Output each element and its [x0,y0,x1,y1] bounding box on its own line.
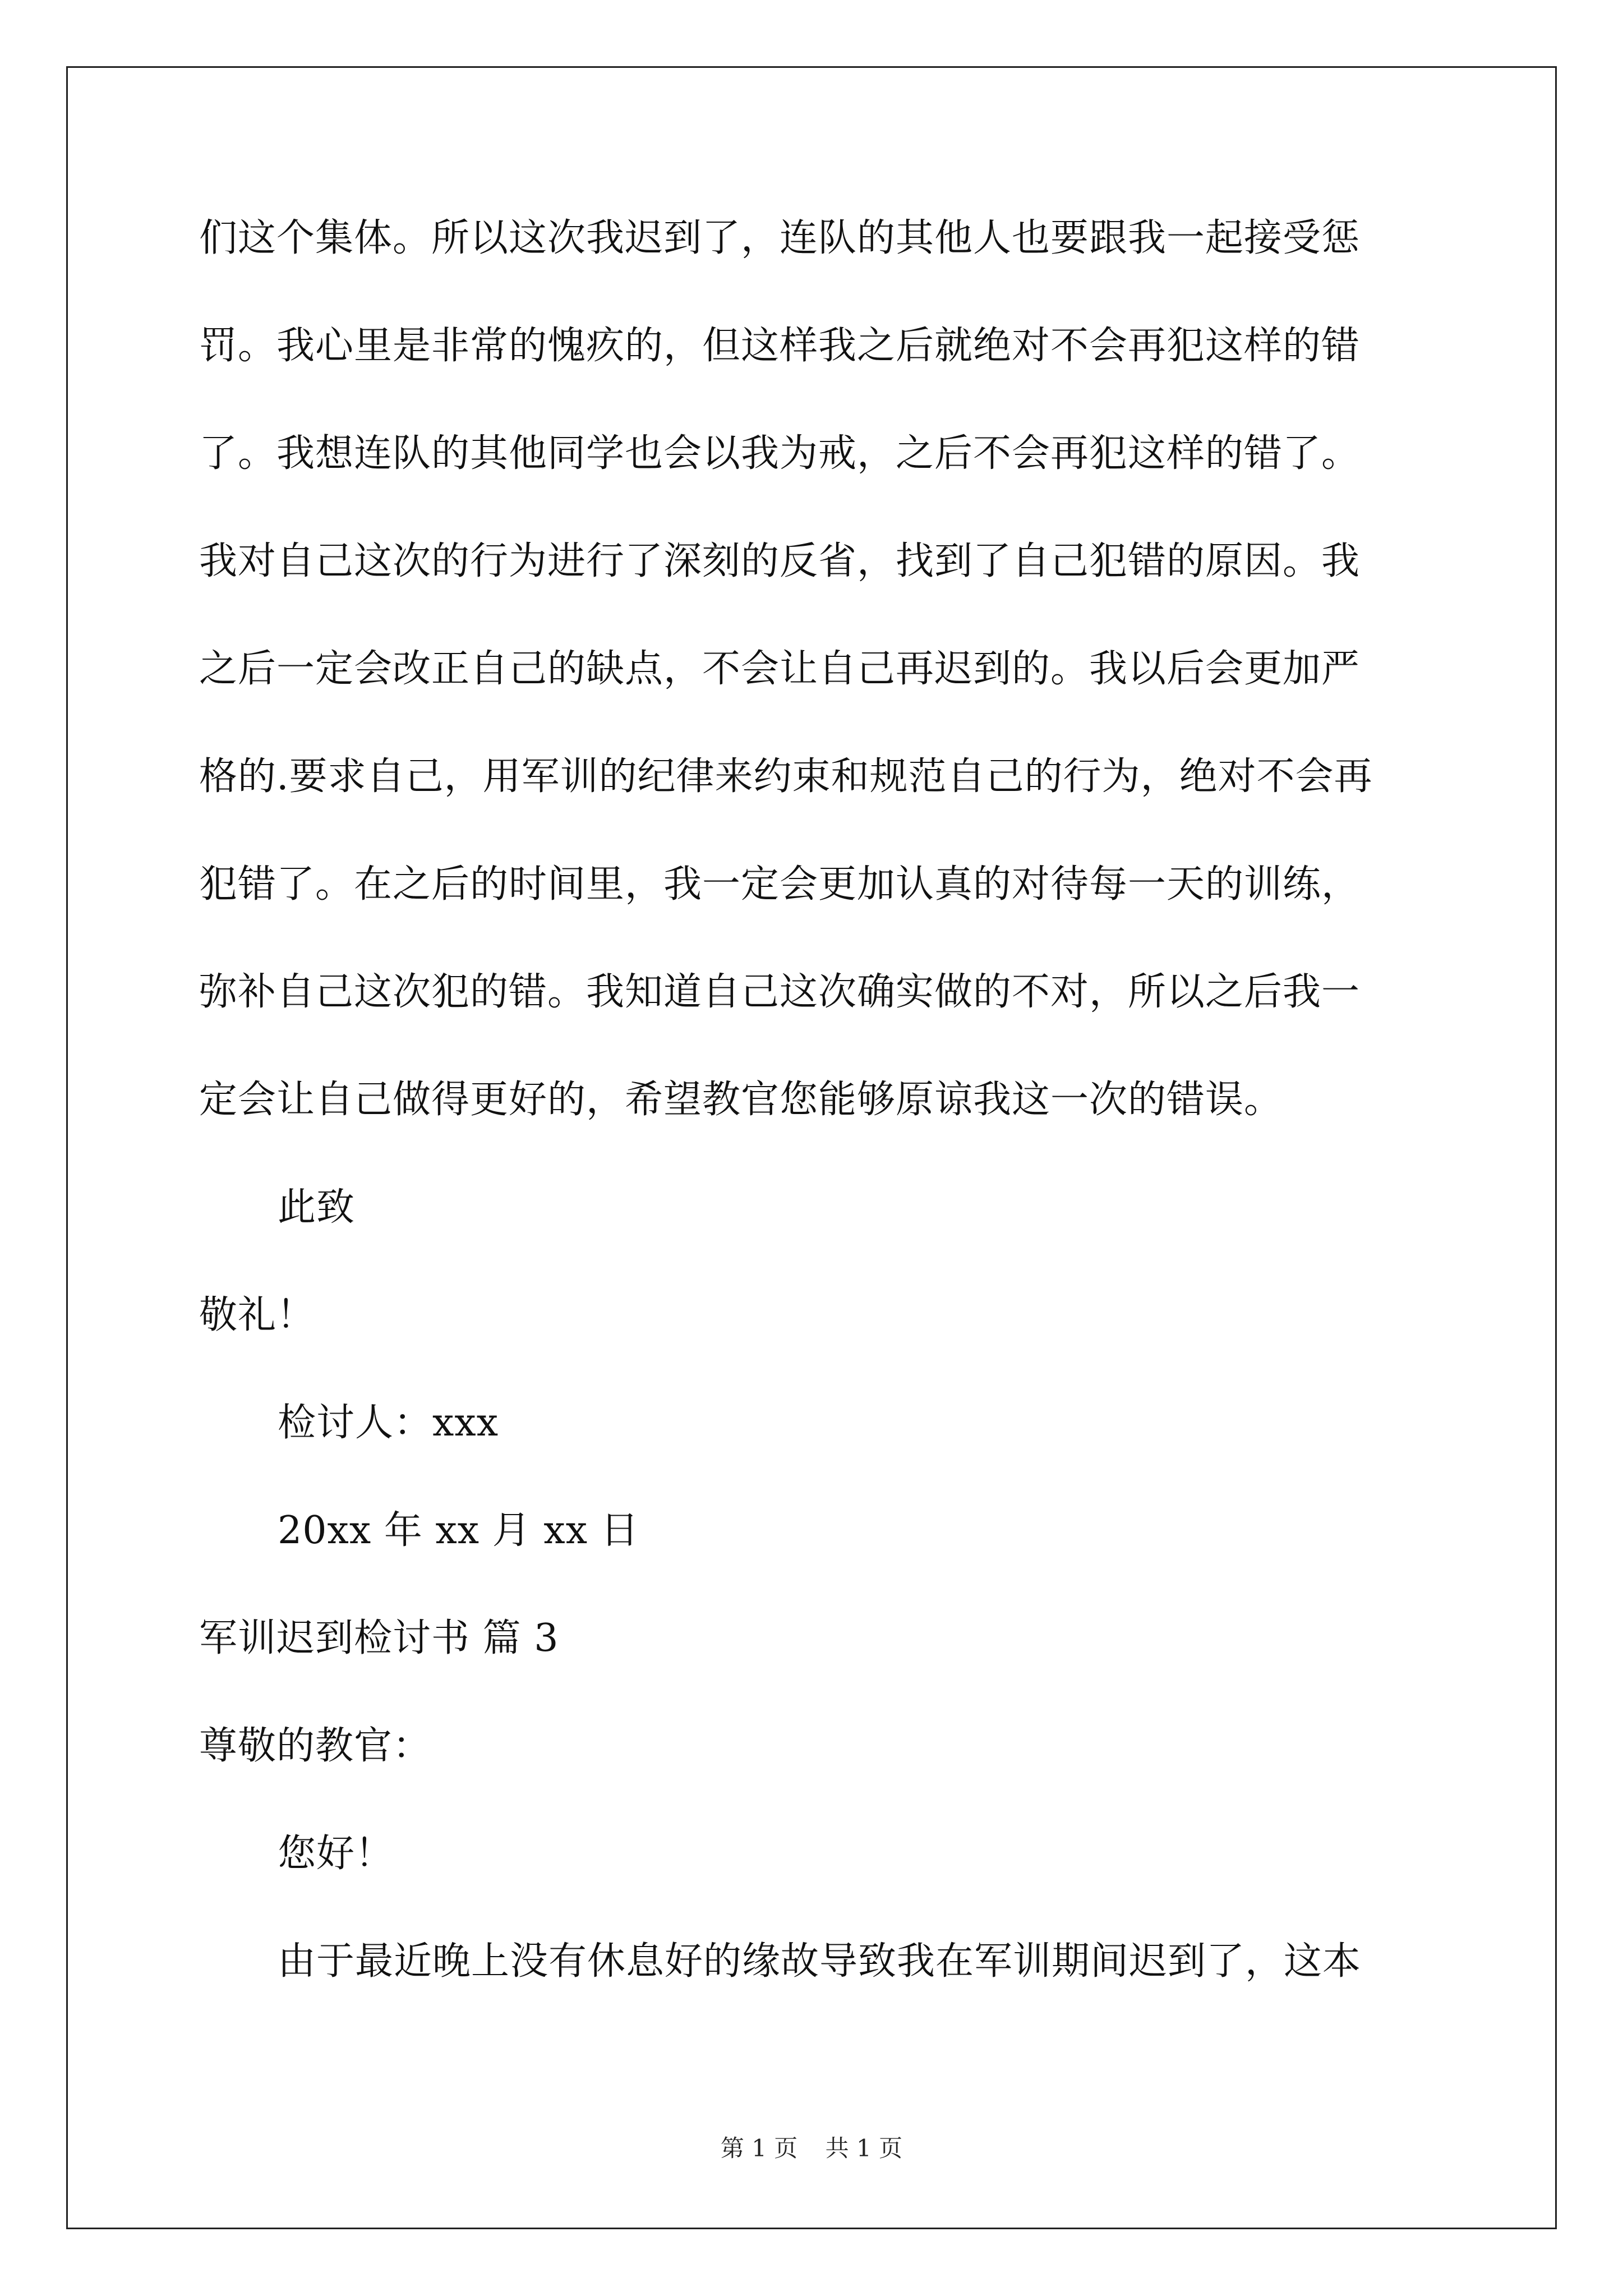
page-border [66,66,1557,2229]
salute: 敬礼！ [199,1293,316,1337]
closing-phrase: 此致 [278,1185,356,1230]
page-total: 共 1 页 [825,2134,903,2162]
body-line: 们这个集体。所以这次我迟到了，连队的其他人也要跟我一起接受惩 [199,216,1361,260]
date: 20xx 年 xx 月 xx 日 [278,1508,639,1553]
greeting: 您好！ [278,1832,394,1876]
body-line: 格的.要求自己，用军训的纪律来约束和规范自己的行为，绝对不会再 [199,754,1373,799]
body-line: 犯错了。在之后的时间里，我一定会更加认真的对待每一天的训练， [199,862,1361,907]
page-number: 第 1 页 [720,2134,798,2162]
body-line: 弥补自己这次犯的错。我知道自己这次确实做的不对，所以之后我一 [199,970,1361,1014]
body-line: 我对自己这次的行为进行了深刻的反省，找到了自己犯错的原因。我 [199,539,1361,583]
page-footer [0,2134,1623,2162]
body-line: 罚。我心里是非常的愧疚的，但这样我之后就绝对不会再犯这样的错 [199,324,1361,368]
body-line: 了。我想连队的其他同学也会以我为戒，之后不会再犯这样的错了。 [199,431,1361,476]
body-line: 之后一定会改正自己的缺点，不会让自己再迟到的。我以后会更加严 [199,647,1361,691]
opening-line: 由于最近晚上没有休息好的缘故导致我在军训期间迟到了，这本 [278,1939,1362,1984]
signer: 检讨人：xxx [278,1401,499,1445]
section-title: 军训迟到检讨书 篇 3 [199,1616,559,1660]
body-line: 定会让自己做得更好的，希望教官您能够原谅我这一次的错误。 [199,1078,1283,1122]
salutation: 尊敬的教官： [199,1724,432,1768]
